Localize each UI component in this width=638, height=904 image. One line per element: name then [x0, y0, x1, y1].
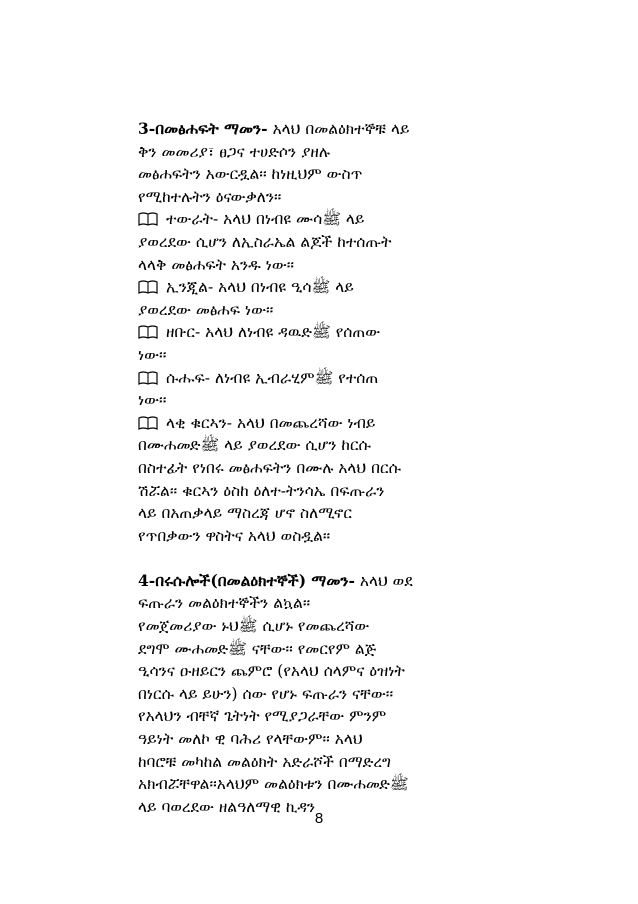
text-line: ላይ በአጠቃላይ ማስረጃ ሆኖ ስለሚኖር [138, 504, 352, 523]
book-entry [138, 208, 506, 276]
text-line: አክብሯቸዋል፡፡አላህም መልዕክቱን በሙሐመድﷺ [138, 775, 409, 794]
text-line: ደግሞ ሙሐመድﷺ ናቸው፡፡ የመርየም ልጅ [138, 639, 377, 658]
section-3-paragraph [138, 118, 506, 208]
text-line: 3-በመፅሐፍት ማመን- አላህ በመልዕክተኞቹ ላይ [138, 119, 410, 138]
open-book-icon [138, 371, 158, 385]
open-book-icon [138, 416, 158, 430]
text-line: ዓይነት መለኮ ዊ ባሕሪ የላቸውም፡፡ አላህ [138, 730, 363, 749]
text-line: የአላህን ብቸኛ ጌትነት የሚያጋራቸው ምንም [138, 707, 387, 726]
text-line: በሙሐመድﷺ ላይ ያወረደው ሲሆን ከርሱ [138, 436, 371, 455]
text-line: ኢንጂል- አላህ በነብዩ ዒሳﷺ ላይ [138, 276, 506, 299]
text-line: ዒሳንና ዑዘይርን ጨምሮ (የአላህ ሰላምና ዕዝነት [138, 662, 405, 681]
books-list [138, 208, 506, 547]
text-line: ከባሮቹ መካከል መልዕክት አድራሾች በማድረግ [138, 752, 392, 771]
book-entry [138, 412, 506, 548]
text-line: ላቂ ቁርኣን- አላህ በመጨረሻው ነብይ [138, 412, 506, 435]
text-line: ያወረደው መፅሐፍ ነው፡፡ [138, 300, 274, 319]
spacer [138, 547, 506, 570]
book-entry [138, 321, 506, 366]
page-number: 8 [314, 810, 324, 827]
section-3-heading: 3-በመፅሐፍት ማመን- [138, 119, 268, 138]
text-line: ነው፡፡ [138, 391, 167, 410]
text-line: የጥበቃውን ዋስትና አላህ ወስዷል፡፡ [138, 526, 331, 545]
text-line: የሚከተሉትን ዕናውቃለን፡፡ [138, 187, 282, 206]
text-line: ላላቅ መፅሐፍት አንዱ ነው፡፡ [138, 255, 295, 274]
text-line: ሽሯል፡፡ ቁርኣን ዕስከ ዕለተ-ትንሳኤ በፍጡራን [138, 481, 385, 500]
text-line: ያወረደው ሲሆን ለኢስራኤል ልጆች ከተሰጡት [138, 232, 392, 251]
text-line: የመጀመሪያው ኑህﷺ ሲሆኑ የመጨረሻው [138, 617, 370, 636]
text-line: መፅሐፍትን አውርዷል፡፡ ከነዚህም ውስጥ [138, 165, 363, 184]
text-line: ነው፡፡ [138, 345, 167, 364]
section-4-paragraph [138, 570, 506, 819]
text-line: ሱሑፍ- ለነብዩ ኢብራሂምﷺ የተሰጠ [138, 367, 506, 390]
text-line: ቅን መመሪያ፣ ፀጋና ተሀድሶን ያዘሉ [138, 142, 330, 161]
text-line: 4-በሩሱሎች(በመልዕክተኞች) ማመን- አላህ ወደ [138, 570, 413, 590]
open-book-icon [138, 212, 158, 226]
section-4-heading: 4-በሩሱሎች(በመልዕክተኞች) ማመን- [138, 570, 355, 590]
text-line: ላይ ባወረደው ዘልዓለማዊ ኪዳን [138, 797, 316, 816]
page-body [138, 118, 506, 818]
text-line: ዘቡር- አላህ ለነብዩ ዳዉድﷺ የሰጠው [138, 321, 506, 344]
book-entry [138, 276, 506, 321]
open-book-icon [138, 325, 158, 339]
text-line: ፍጡራን መልዕክተኞችን ልኳል፡፡ [138, 594, 311, 613]
open-book-icon [138, 280, 158, 294]
text-line: ተውራት- አላህ በነብዩ ሙሳﷺ ላይ [138, 208, 506, 231]
book-entry [138, 367, 506, 412]
text-line: በነርሱ ላይ ይሁን) ሰው የሆኑ ፍጡራን ናቸው፡፡ [138, 684, 394, 703]
text-line: በስተፊት የነበሩ መፅሐፍትን በሙሉ አላህ በርሱ [138, 458, 402, 477]
